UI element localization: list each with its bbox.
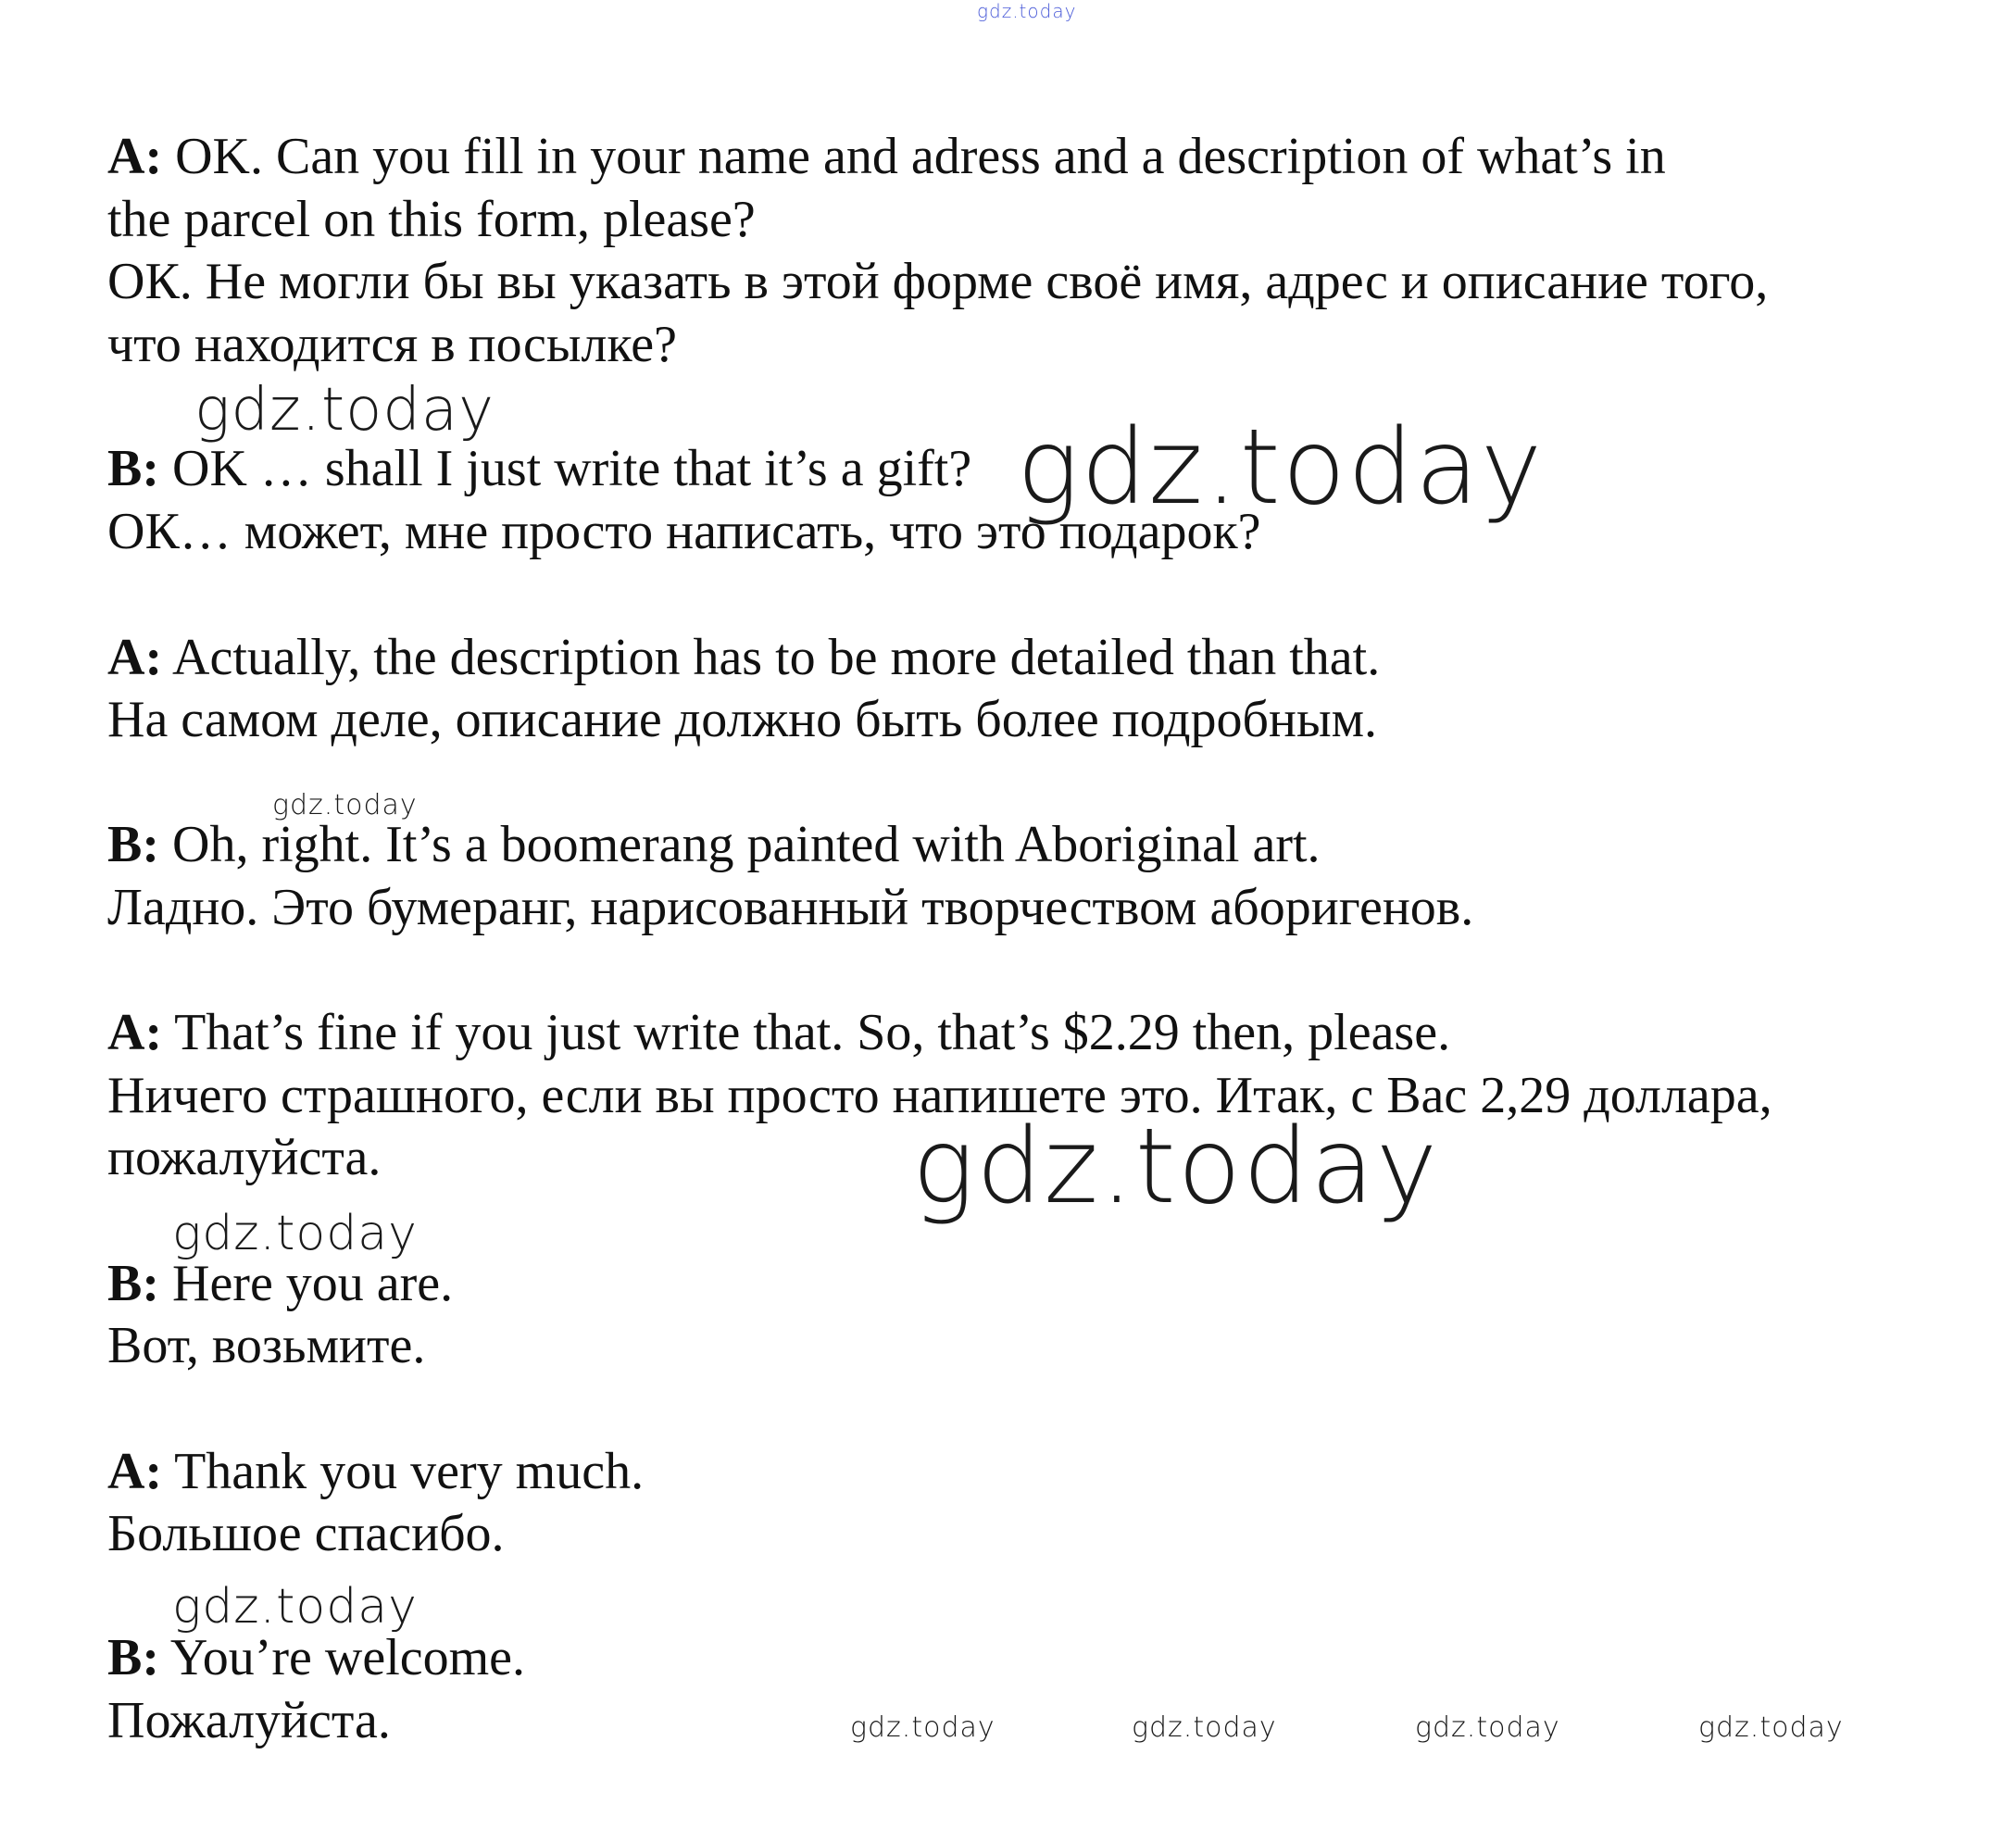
speaker-label: B: (107, 1629, 159, 1686)
speaker-label: A: (107, 1443, 163, 1500)
watermark: gdz.today (1132, 1711, 1277, 1744)
watermark: gdz.today (850, 1711, 995, 1744)
dialogue-russian-line: пожалуйста. (107, 1129, 382, 1186)
english-text: That’s fine if you just write that. So, that’s $2.29 then, please. (174, 1004, 1451, 1061)
english-text: OK … shall I just write that it’s a gift? (172, 440, 972, 497)
english-text: Thank you very much. (174, 1443, 645, 1500)
watermark: gdz.today (1415, 1711, 1560, 1744)
speaker-label: A: (107, 629, 163, 686)
dialogue-english-line: the parcel on this form, please? (107, 191, 756, 248)
dialogue-russian-line: Пожалуйста. (107, 1692, 391, 1749)
english-text: Actually, the description has to be more detailed than that. (172, 629, 1381, 686)
watermark-large: gdz.today (912, 1107, 1440, 1227)
watermark-large: gdz.today (1017, 407, 1545, 528)
dialogue-english-line (107, 1442, 644, 1501)
english-text: You’re welcome. (169, 1629, 526, 1686)
english-text: Oh, right. It’s a boomerang painted with Aboriginal art. (172, 816, 1321, 873)
english-text: Here you are. (172, 1255, 454, 1312)
dialogue-russian-line: На самом деле, описание должно быть более подробным. (107, 691, 1378, 748)
dialogue-english-line (107, 1254, 453, 1313)
dialogue-english-line (107, 628, 1380, 687)
speaker-label: A: (107, 128, 163, 185)
speaker-label: B: (107, 816, 159, 873)
dialogue-english-line (107, 439, 971, 498)
dialogue-english-line (107, 815, 1321, 874)
watermark: gdz.today (1698, 1711, 1844, 1744)
watermark: gdz.today (194, 376, 495, 445)
dialogue-russian-line: Ничего страшного, если вы просто напишете это. Итак, с Вас 2,29 доллара, (107, 1067, 1772, 1124)
english-text: OK. Can you fill in your name and adress and a description of what’s in (175, 128, 1666, 185)
dialogue-russian-line: Ладно. Это бумеранг, нарисованный творчеством аборигенов. (107, 879, 1474, 936)
speaker-label: A: (107, 1004, 163, 1061)
speaker-label: B: (107, 440, 159, 497)
dialogue-russian-line: ОК. Не могли бы вы указать в этой форме своё имя, адрес и описание того, (107, 253, 1769, 310)
dialogue-russian-line: ОК… может, мне просто написать, что это подарок? (107, 503, 1261, 560)
dialogue-english-line (107, 127, 1666, 186)
watermark: gdz.today (272, 789, 418, 821)
watermark: gdz.today (172, 1206, 418, 1261)
watermark-top: gdz.today (977, 0, 1077, 22)
dialogue-russian-line: что находится в посылке? (107, 316, 677, 373)
dialogue-english-line (107, 1003, 1450, 1062)
dialogue-english-line (107, 1628, 525, 1687)
speaker-label: B: (107, 1255, 159, 1312)
dialogue-russian-line: Большое спасибо. (107, 1505, 505, 1562)
dialogue-russian-line: Вот, возьмите. (107, 1317, 426, 1374)
watermark: gdz.today (172, 1579, 418, 1635)
